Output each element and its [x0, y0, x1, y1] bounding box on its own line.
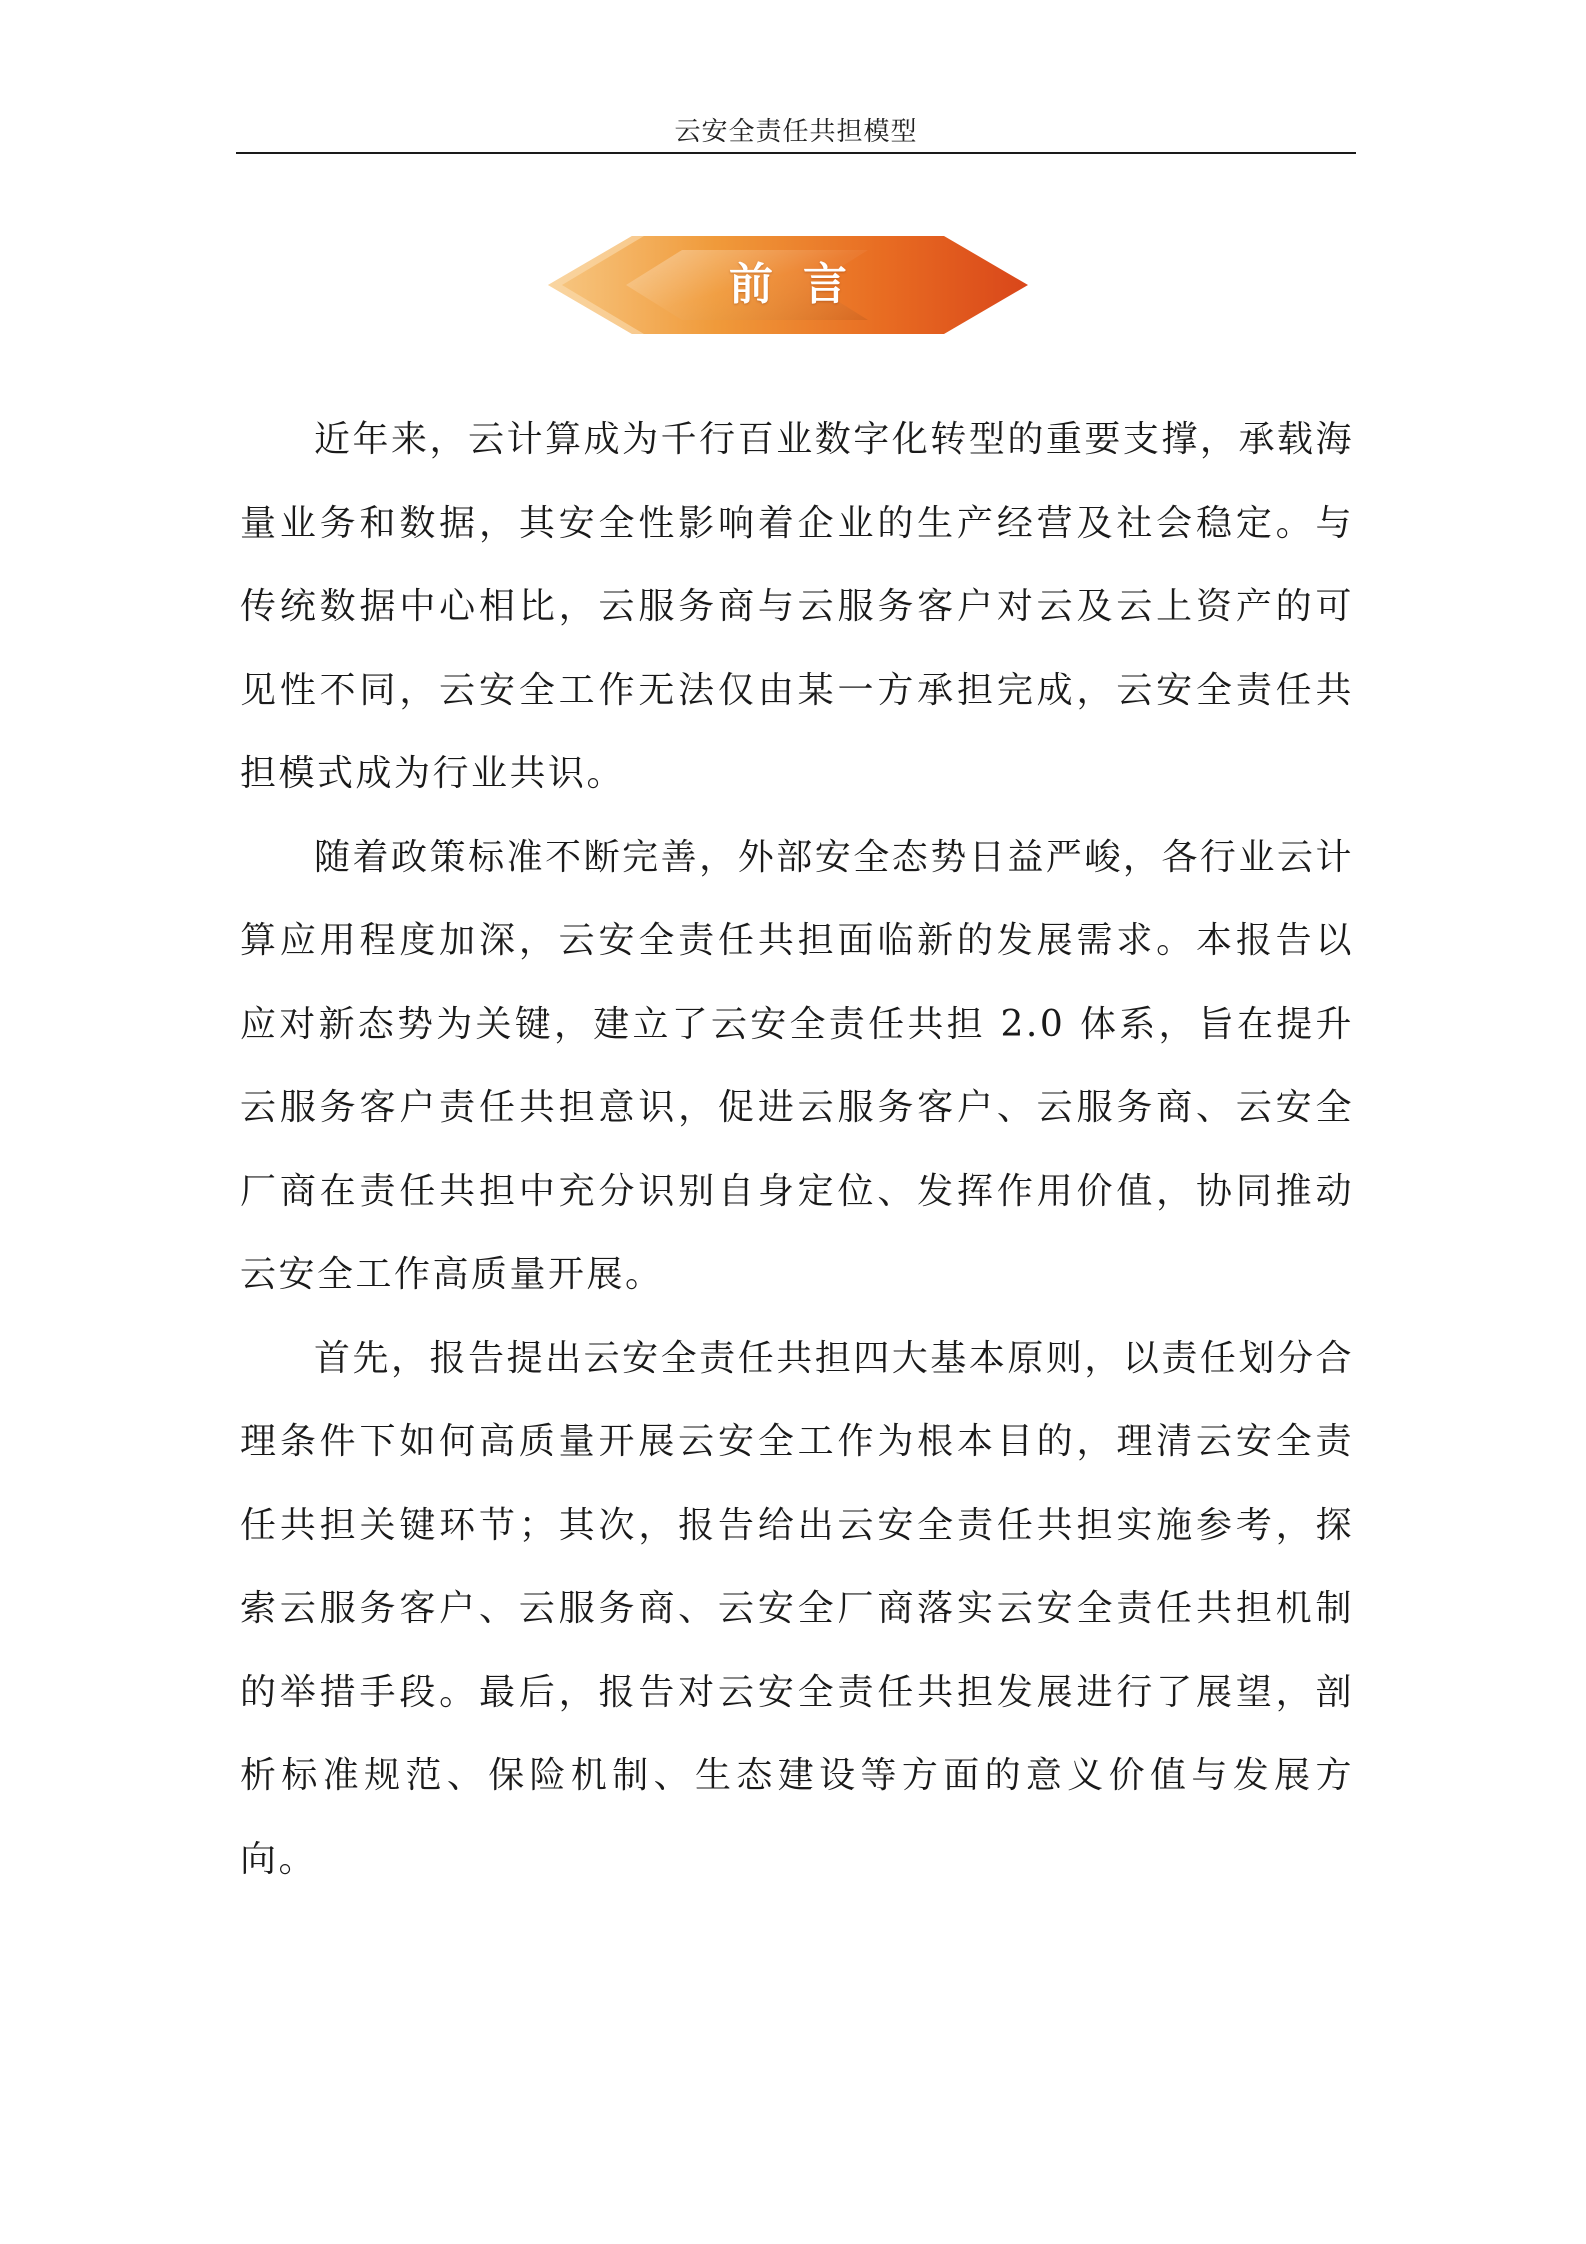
section-title-banner [548, 236, 1028, 334]
section-title: 前言 [729, 259, 877, 310]
header-divider [236, 152, 1356, 154]
paragraph-outline: 首先，报告提出云安全责任共担四大基本原则，以责任划分合理条件下如何高质量开展云安全工作为根本目的，理清云安全责任共担关键环节；其次，报告给出云安全责任共担实施参考，探索云服务客户、云服务商、云安全厂商落实云安全责任共担机制的举措手段。最后，报告对云安全责任共担发展进行了展望，剖析标准规范、保险机制、生态建设等方面的意义价值与发展方向。 [240, 1337, 1354, 1880]
body-text [240, 398, 1354, 1901]
paragraph-background: 随着政策标准不断完善，外部安全态势日益严峻，各行业云计算应用程度加深，云安全责任共担面临新的发展需求。本报告以应对新态势为关键，建立了云安全责任共担 2.0 体系，旨在提升云服务客户责任共担意识，促进云服务客户、云服务商、云安全厂商在责任共担中充分识别自身定位、发挥作用价值，协同推动云安全工作高质量开展。 [240, 836, 1354, 1295]
paragraph-intro: 近年来，云计算成为千行百业数字化转型的重要支撑，承载海量业务和数据，其安全性影响着企业的生产经营及社会稳定。与传统数据中心相比，云服务商与云服务客户对云及云上资产的可见性不同，云安全工作无法仅由某一方承担完成，云安全责任共担模式成为行业共识。 [240, 419, 1354, 794]
running-header: 云安全责任共担模型 [674, 117, 918, 147]
